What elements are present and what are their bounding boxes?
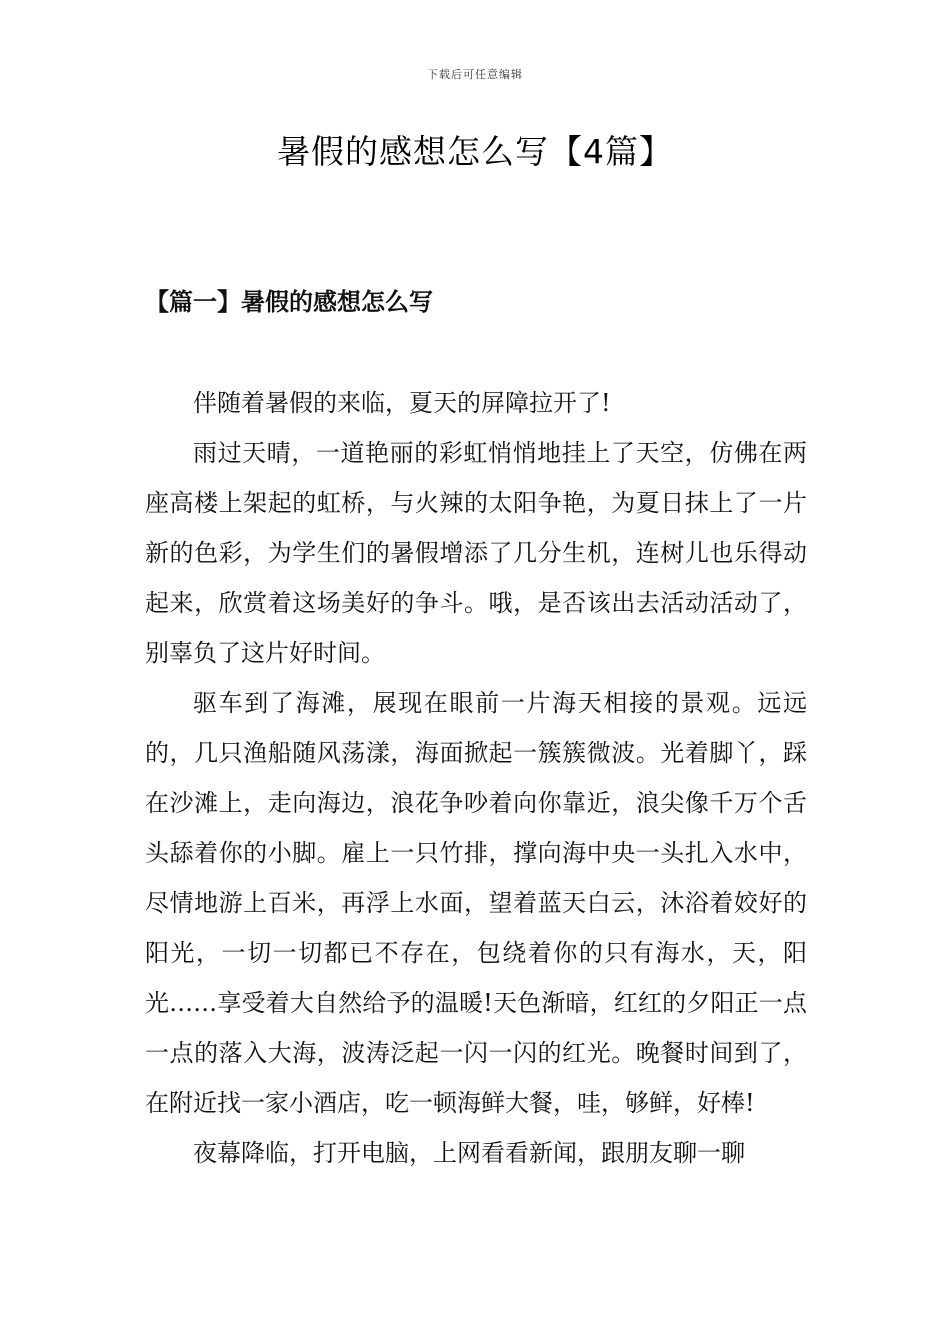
paragraph: 雨过天晴，一道艳丽的彩虹悄悄地挂上了天空，仿佛在两座高楼上架起的虹桥，与火辣的太阳争艳，为夏日抹上了一片新的色彩，为学生们的暑假增添了几分生机，连树儿也乐得动起来，欣赏着这场美好的争斗。哦，是否该出去活动活动了，别辜负了这片好时间。 <box>145 439 807 667</box>
paragraph: 驱车到了海滩，展现在眼前一片海天相接的景观。远远的，几只渔船随风荡漾，海面掀起一簇簇微波。光着脚丫，踩在沙滩上，走向海边，浪花争吵着向你靠近，浪尖像千万个舌头舔着你的小脚。雇上一只竹排，撑向海中央一头扎入水中，尽情地游上百米，再浮上水面，望着蓝天白云，沐浴着姣好的阳光，一切一切都已不存在，包绕着你的只有海水，天，阳光……享受着大自然给予的温暖!天色渐暗，红红的夕阳正一点一点的落入大海，波涛泛起一闪一闪的红光。晚餐时间到了，在附近找一家小酒店，吃一顿海鲜大餐，哇，够鲜，好棒! <box>145 689 807 1117</box>
section-heading: 【篇一】暑假的感想怎么写 <box>145 287 433 316</box>
article-body <box>145 378 807 1178</box>
paragraph: 夜幕降临，打开电脑，上网看看新闻，跟朋友聊一聊 <box>193 1139 745 1167</box>
paragraph: 伴随着暑假的来临，夏天的屏障拉开了! <box>193 389 611 417</box>
document-title: 暑假的感想怎么写【4篇】 <box>277 132 673 171</box>
header-note: 下载后可任意编辑 <box>427 68 523 81</box>
